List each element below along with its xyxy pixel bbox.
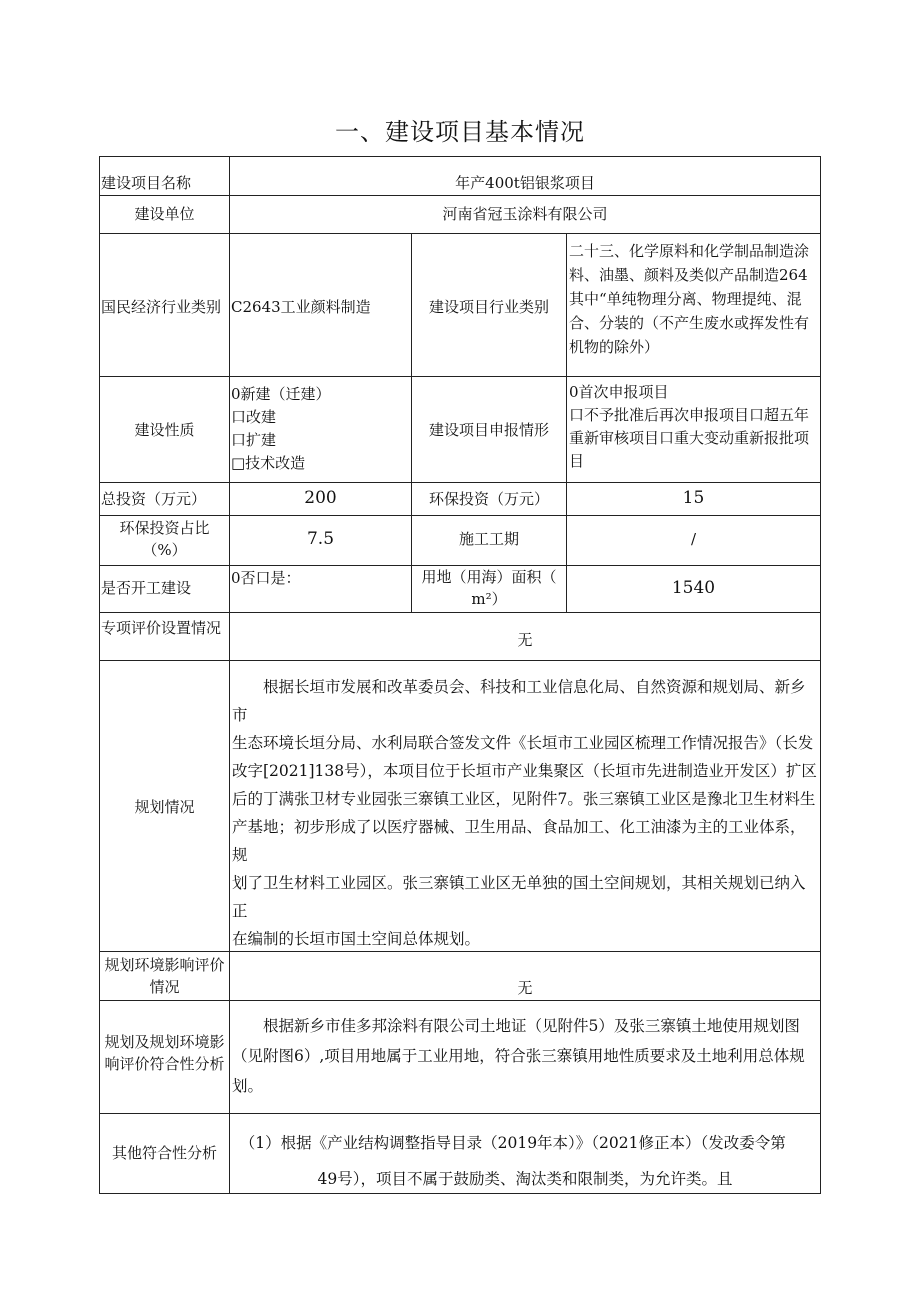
project-name-label: 建设项目名称 [101, 174, 192, 192]
period-label: 施工工期 [458, 530, 519, 548]
planning-label: 规划情况 [134, 798, 195, 816]
total-investment-label: 总投资（万元） [101, 490, 207, 508]
option-new: 0新建（迁建） [231, 385, 331, 403]
plan-env-value: 无 [517, 979, 533, 997]
started-value: 0否口是： [231, 569, 301, 587]
nature-options [231, 383, 409, 475]
unit-label: 建设单位 [134, 205, 195, 223]
option-tech: □技术改造 [231, 454, 306, 472]
ratio-value: 7.5 [306, 529, 335, 549]
other-text: （1）根据《产业结构调整指导目录（2019年本）》（2021修正本）（发改委令第 49号），项目不属于鼓励类、淘汰类和限制类，为允许类。且 [239, 1134, 786, 1188]
plan-env-label: 规划环境影响评价 情况 [104, 956, 225, 996]
industry-category-label: 建设项目行业类别 [428, 298, 549, 316]
option-expand: 口扩建 [231, 431, 277, 449]
area-label: 用地（用海）面积（ m²） [421, 568, 557, 608]
planning-text: 根据长垣市发展和改革委员会、科技和工业信息化局、自然资源和规划局、新乡市 生态环境长垣分局、水利局联合签发文件《长垣市工业园区梳理工作情况报告》（长发 改字[2021]138号），本项目位于长垣市产业集聚区（长垣市先进制造业开发区）扩区 后的丁满张卫材专业园张三寨镇工业区，见附件7。张三寨镇工业区是豫北卫生材料生 产基地；初步形成了以医疗器械、卫生用品、食品加工、化工油漆为主的工业体系，规 划了卫生材料工业园区。张三寨镇工业区无单独的国土空间规划，其相关规划已纳入正 在编制的长垣市国土空间总体规划。 [232, 678, 817, 948]
ratio-label: 环保投资占比 （%） [119, 519, 210, 559]
industry-label: 国民经济行业类别 [101, 298, 222, 316]
total-investment-value: 200 [304, 488, 337, 508]
project-name-value: 年产400t铝银浆项目 [455, 174, 595, 192]
unit-value: 河南省冠玉涂料有限公司 [442, 205, 608, 223]
conformity-label: 规划及规划环境影 响评价符合性分析 [104, 1033, 225, 1073]
env-investment-label: 环保投资（万元） [428, 490, 549, 508]
industry-value: C2643工业颜料制造 [231, 298, 371, 316]
started-label: 是否开工建设 [101, 579, 192, 597]
env-investment-value: 15 [682, 488, 705, 508]
special-eval-label: 专项评价设置情况 [101, 619, 222, 637]
special-eval-value: 无 [517, 631, 533, 649]
period-value: / [690, 530, 697, 548]
nature-label: 建设性质 [134, 421, 195, 439]
declare-label: 建设项目申报情形 [428, 421, 549, 439]
conformity-text: 根据新乡市佳多邦涂料有限公司土地证（见附件5）及张三寨镇土地使用规划图 （见附图6）,项目用地属于工业用地，符合张三寨镇用地性质要求及土地利用总体规划。 [232, 1017, 805, 1095]
industry-category-value: 二十三、化学原料和化学制品制造涂 料、油墨、颜料及类似产品制造264 其中“单纯物理分离、物理提纯、混 合、分装的（不产生废水或挥发性有 机物的除外） [569, 242, 810, 356]
page-title: 一、建设项目基本情况 [335, 118, 585, 146]
area-value: 1540 [671, 578, 716, 598]
other-label: 其他符合性分析 [111, 1144, 217, 1162]
declare-value: 0首次申报项目 口不予批准后再次申报项目口超五年 重新审核项目口重大变动重新报批项 目 [569, 383, 810, 470]
option-rebuild: 口改建 [231, 408, 277, 426]
